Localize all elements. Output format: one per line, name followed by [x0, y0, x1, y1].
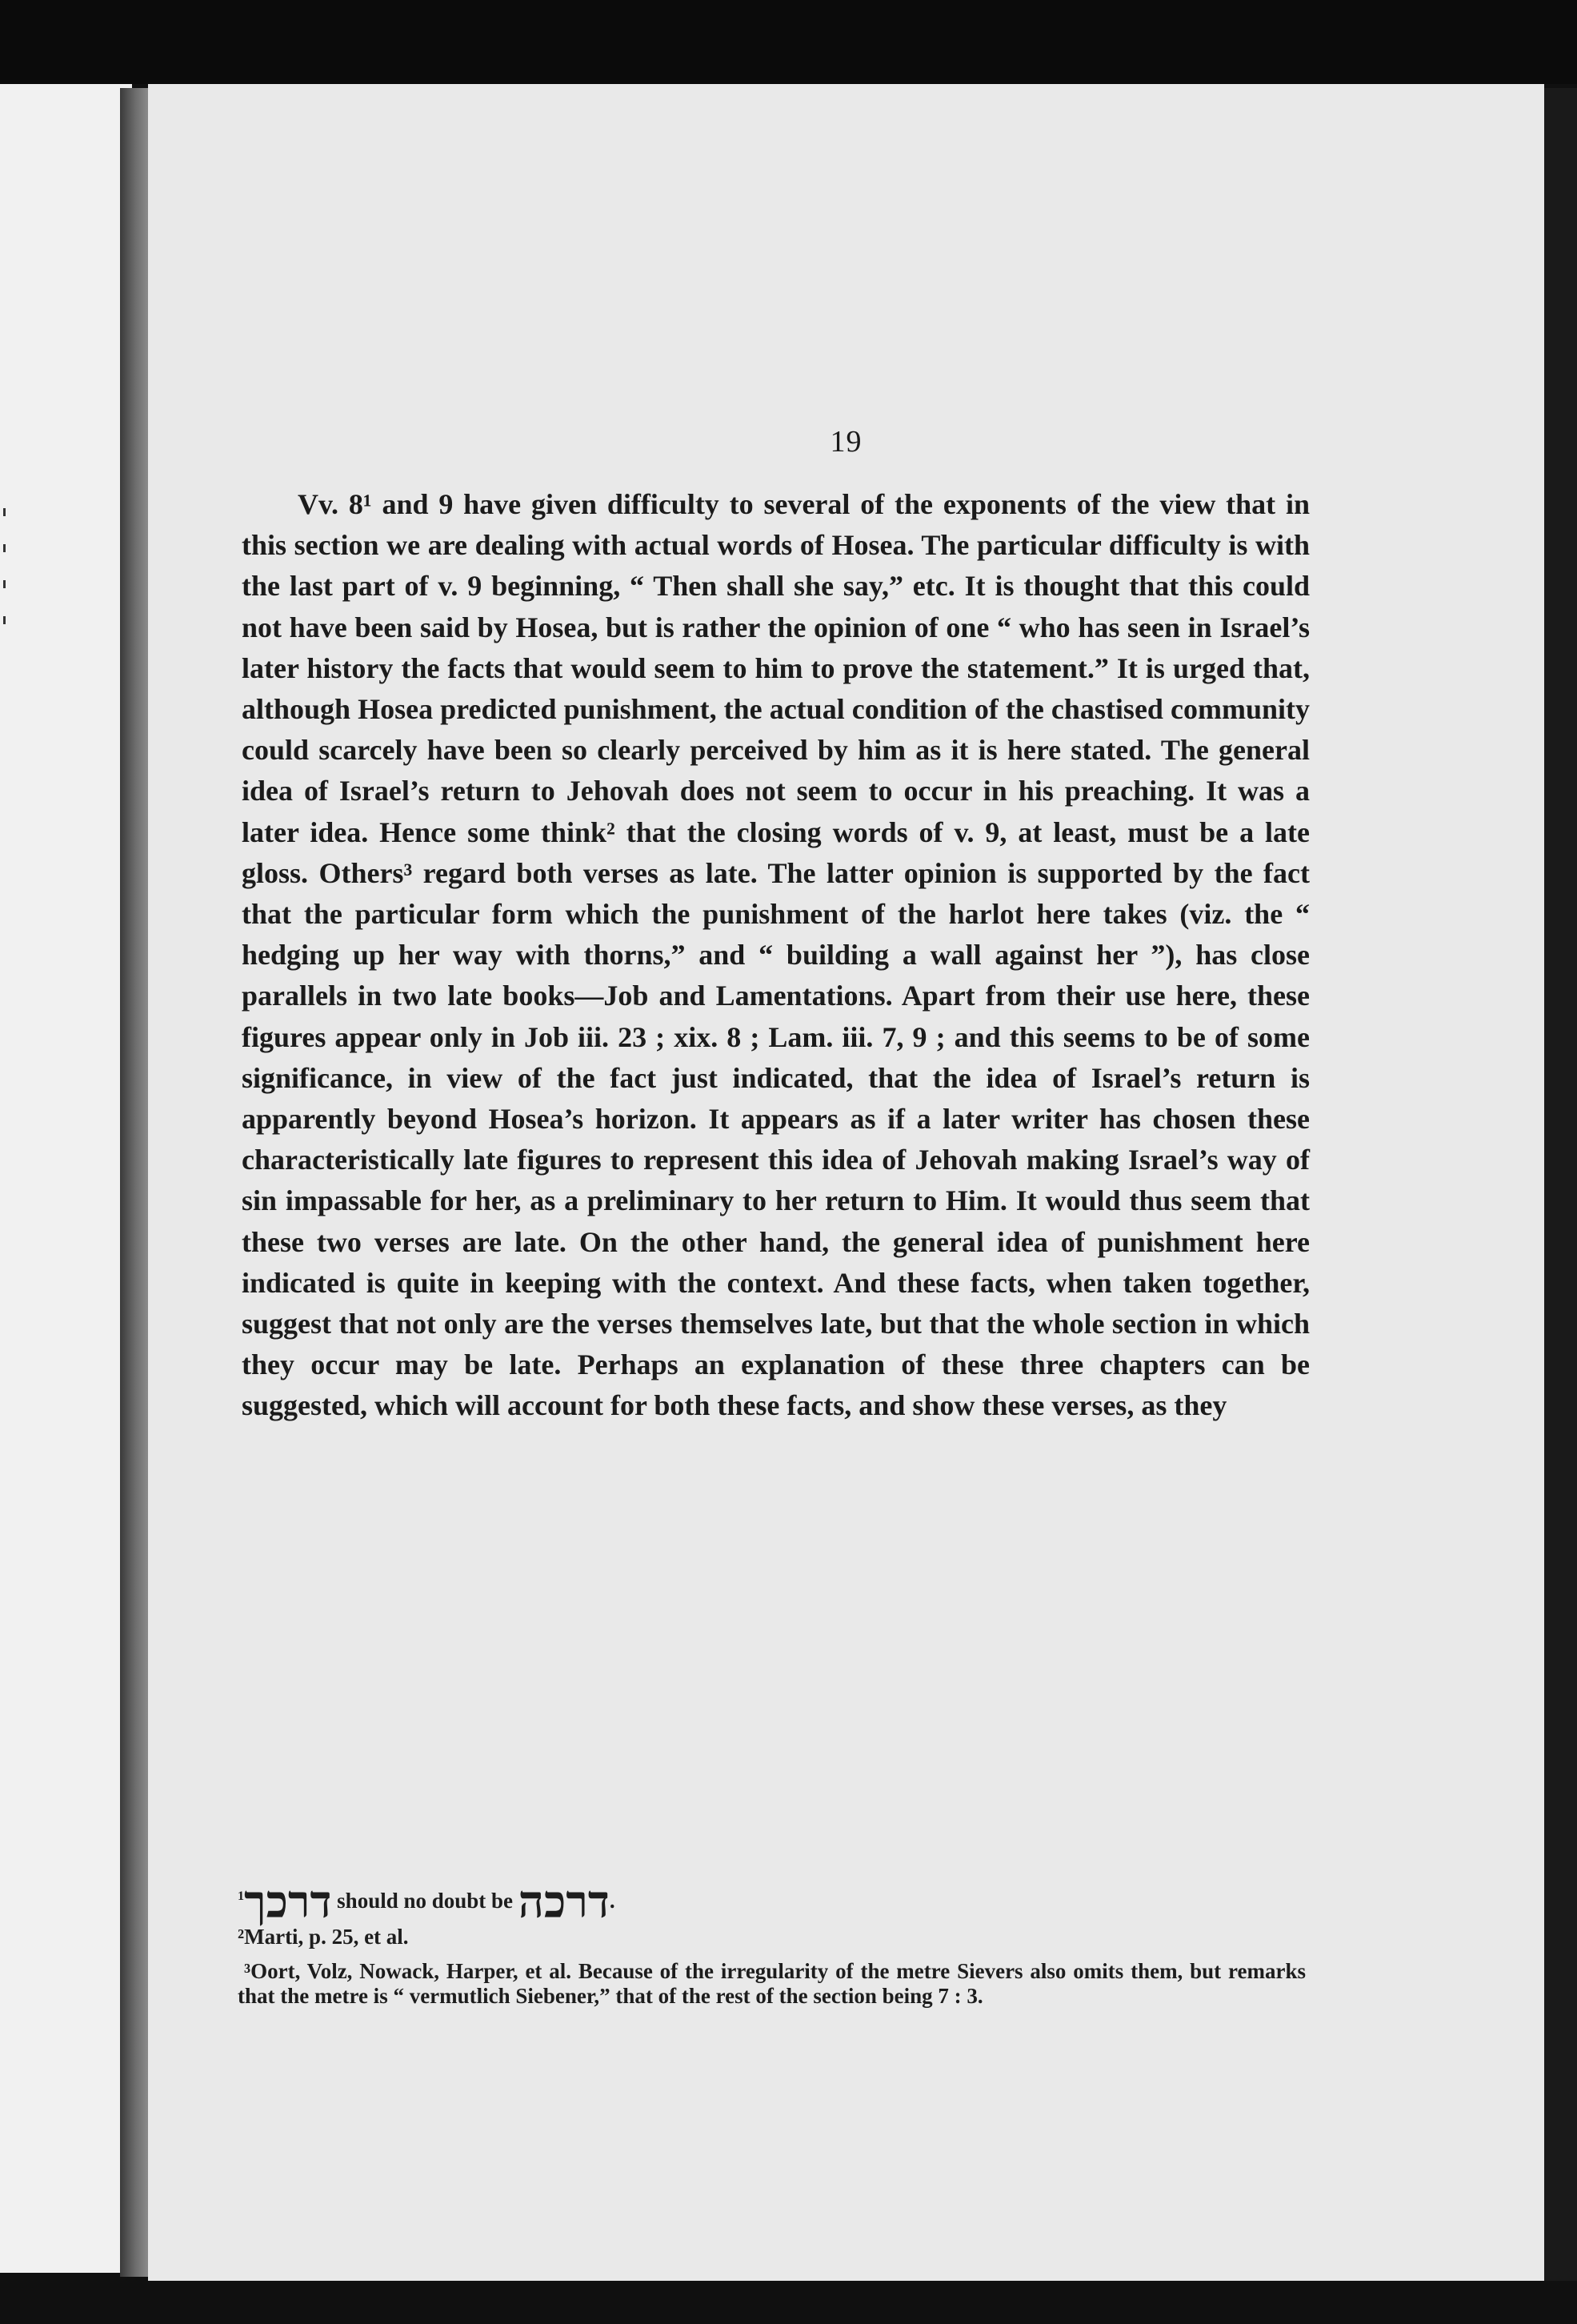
body-text — [242, 484, 1310, 1427]
footnote-1-end: . — [609, 1889, 615, 1913]
footnote-1-marker: 1 — [238, 1889, 245, 1903]
facing-page-edge — [0, 84, 132, 2273]
hebrew-word-corrected: דרכה — [518, 1877, 610, 1928]
hebrew-word-original: דרכך — [244, 1877, 332, 1928]
scan-top-border — [0, 0, 1577, 84]
footnote-2: ²Marti, p. 25, et al. — [238, 1925, 409, 1949]
footnote-1 — [238, 1877, 1306, 1928]
book-page — [148, 84, 1544, 2281]
page-number: 19 — [830, 425, 863, 459]
footnotes — [238, 1877, 1306, 2009]
book-spine-shadow — [120, 88, 149, 2277]
paragraph: Vv. 8¹ and 9 have given difficulty to several of the exponents of the view that in this section we are dealing with actual words of Hosea. The particular difficulty is with the last part of v. 9 beginning, “ Then shall she say,” etc. It is thought that this could not have been said by Hosea, but is rather the opinion of one “ who has seen in Israel’s later history the facts that would seem to him to prove the statement.” It is urged that, although Hosea predicted punishment, the actual condition of the chastised community could scarcely have been so clearly perceived by him as it is here stated. The general idea of Israel’s return to Jehovah does not seem to occur in his preaching. It was a later idea. Hence some think² that the closing words of v. 9, at least, must be a late gloss. Others³ regard both verses as late. The latter opinion is supported by the fact that the particular form which the punishment of the harlot here takes (viz. the “ hedging up her way with thorns,” and “ building a wall against her ”), has close parallels in two late books—Job and Lamentations. Apart from their use here, these figures appear only in Job iii. 23 ; xix. 8 ; Lam. iii. 7, 9 ; and this seems to be of some significance, in view of the fact just indicated, that the idea of Israel’s return is apparently beyond Hosea’s horizon. It appears as if a later writer has chosen these characteristically late figures to represent this idea of Jehovah making Israel’s way of sin impassable for her, as a preliminary to her return to Him. It would thus seem that these two verses are late. On the other hand, the general idea of punishment here indicated is quite in keeping with the context. And these facts, when taken together, suggest that not only are the verses themselves late, but that the whole section in which they occur may be late. Perhaps an explanation of these three chapters can be suggested, which will account for both these facts, and show these verses, as they — [242, 488, 1310, 1422]
footnote-3: ³Oort, Volz, Nowack, Harper, et al. Because of the irregularity of the metre Sievers also omits them, but remarks that the metre is “ vermutlich Siebener,” that of the rest of the section being 7 : 3. — [238, 1959, 1306, 2009]
footnote-1-text: should no doubt be — [331, 1889, 518, 1913]
scan-right-border — [1544, 88, 1577, 2281]
